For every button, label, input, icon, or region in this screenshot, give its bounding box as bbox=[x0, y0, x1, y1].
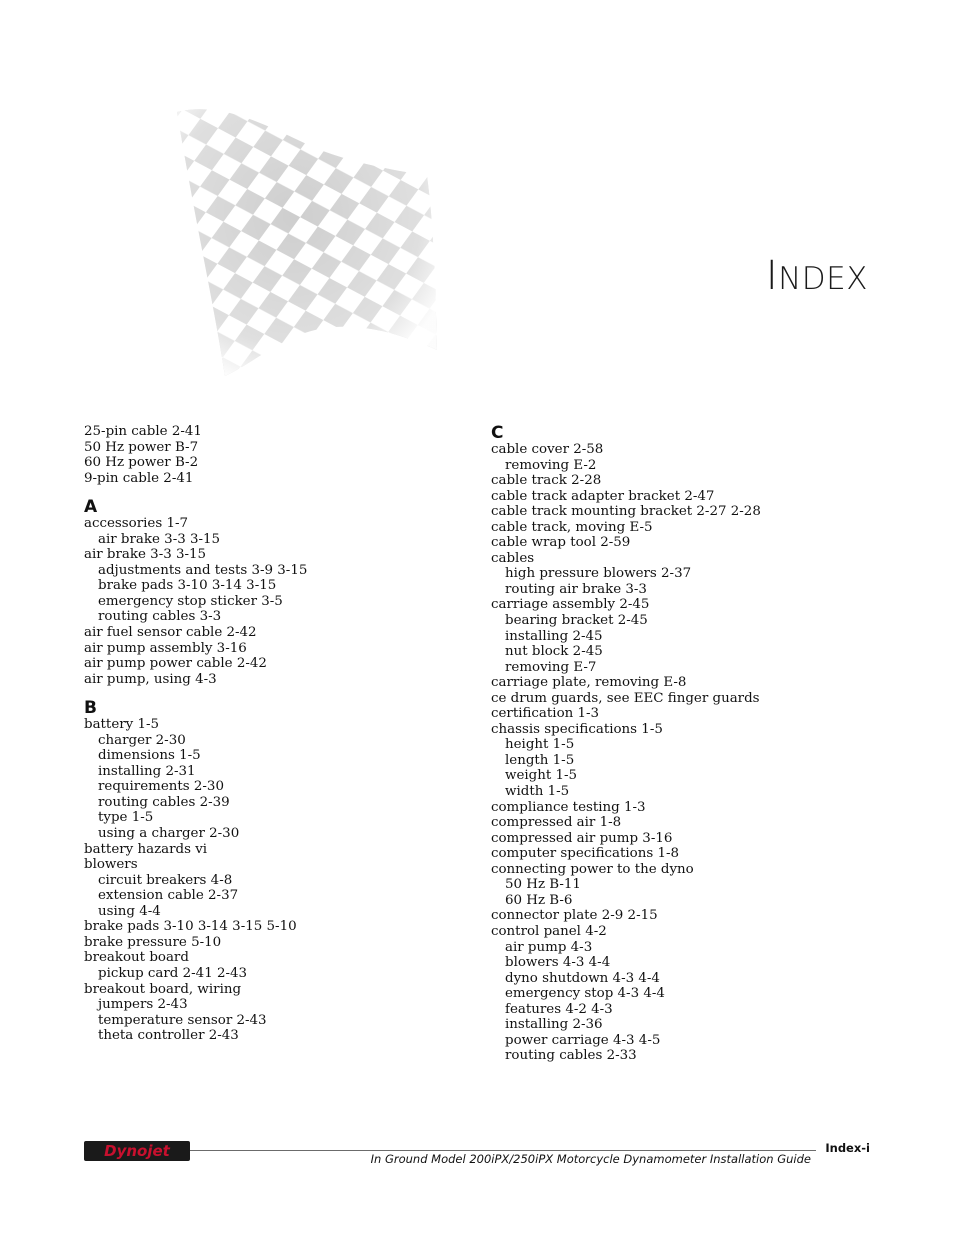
index-entry: battery 1-5 bbox=[84, 717, 160, 733]
index-entry: cable wrap tool 2-59 bbox=[491, 535, 631, 551]
page-number: Index-i bbox=[825, 1141, 870, 1155]
index-entry: air fuel sensor cable 2-42 bbox=[84, 625, 257, 641]
index-subentry: brake pads 3-10 3-14 3-15 bbox=[98, 578, 277, 594]
index-section bbox=[84, 699, 484, 1043]
index-subentry: air pump 4-3 bbox=[505, 939, 593, 955]
index-subentry: bearing bracket 2-45 bbox=[505, 613, 648, 629]
index-entry: connector plate 2-9 2-15 bbox=[491, 908, 658, 924]
title-rest: NDEX bbox=[778, 261, 868, 297]
index-subentry: extension cable 2-37 bbox=[98, 888, 239, 904]
index-subentry: emergency stop 4-3 4-4 bbox=[505, 986, 665, 1002]
index-subentry: dimensions 1-5 bbox=[98, 748, 201, 764]
index-entry: compressed air 1-8 bbox=[491, 815, 622, 831]
index-subentry: routing air brake 3-3 bbox=[505, 581, 647, 597]
index-entry: cable track 2-28 bbox=[491, 473, 602, 489]
index-entry: brake pads 3-10 3-14 3-15 5-10 bbox=[84, 919, 297, 935]
index-subentry: using a charger 2-30 bbox=[98, 826, 240, 842]
section-letter: C bbox=[491, 423, 504, 443]
index-subentry: nut block 2-45 bbox=[505, 644, 603, 660]
index-entry: cable track, moving E-5 bbox=[491, 519, 653, 535]
index-subentry: adjustments and tests 3-9 3-15 bbox=[98, 562, 308, 578]
index-entry: blowers bbox=[84, 857, 138, 873]
index-subentry: pickup card 2-41 2-43 bbox=[98, 965, 248, 981]
guide-title: In Ground Model 200iPX/250iPX Motorcycle Dynamometer Installation Guide bbox=[370, 1152, 811, 1166]
index-entry: cable track mounting bracket 2-27 2-28 bbox=[491, 504, 761, 520]
index-subentry: features 4-2 4-3 bbox=[505, 1001, 613, 1017]
index-entry: air brake 3-3 3-15 bbox=[84, 547, 207, 563]
index-subentry: installing 2-31 bbox=[98, 763, 196, 779]
index-entry: chassis specifications 1-5 bbox=[491, 721, 663, 737]
index-entry: ce drum guards, see EEC finger guards bbox=[491, 690, 760, 706]
index-entry: air pump power cable 2-42 bbox=[84, 656, 267, 672]
index-subentry: using 4-4 bbox=[98, 903, 161, 919]
section-letter: A bbox=[84, 497, 98, 518]
index-subentry: air brake 3-3 3-15 bbox=[98, 531, 221, 547]
index-subentry: blowers 4-3 4-4 bbox=[505, 955, 611, 971]
index-entry: control panel 4-2 bbox=[491, 923, 607, 939]
index-subentry: width 1-5 bbox=[505, 784, 570, 800]
logo-text: Dynojet bbox=[104, 1142, 170, 1160]
index-entry: cable cover 2-58 bbox=[491, 442, 604, 457]
index-subentry: 60 Hz B-6 bbox=[505, 892, 573, 908]
index-entry: compliance testing 1-3 bbox=[491, 799, 646, 815]
index-entry: battery hazards vi bbox=[84, 841, 208, 857]
index-section bbox=[491, 424, 891, 1064]
footer-divider bbox=[190, 1150, 816, 1151]
index-subentry: charger 2-30 bbox=[98, 732, 186, 748]
index-entry: breakout board, wiring bbox=[84, 981, 242, 997]
dynojet-logo bbox=[84, 1141, 190, 1161]
index-entry: cable track adapter bracket 2-47 bbox=[491, 488, 715, 504]
index-entry: 9-pin cable 2-41 bbox=[84, 470, 194, 486]
index-entry: brake pressure 5-10 bbox=[84, 934, 222, 950]
index-subentry: jumpers 2-43 bbox=[98, 997, 188, 1013]
index-subentry: routing cables 2-39 bbox=[98, 794, 230, 810]
checkered-flag-graphic bbox=[165, 100, 445, 380]
index-subentry: installing 2-45 bbox=[505, 628, 603, 644]
index-entry: air pump assembly 3-16 bbox=[84, 640, 247, 656]
index-entry: computer specifications 1-8 bbox=[491, 846, 680, 862]
index-column-left bbox=[84, 424, 484, 1044]
index-subentry: 50 Hz B-11 bbox=[505, 877, 581, 893]
index-entry: connecting power to the dyno bbox=[491, 861, 694, 877]
index-entry: air pump, using 4-3 bbox=[84, 671, 217, 687]
index-subentry: dyno shutdown 4-3 4-4 bbox=[505, 970, 660, 986]
index-subentry: height 1-5 bbox=[505, 737, 575, 753]
index-subentry: length 1-5 bbox=[505, 752, 575, 768]
index-subentry: removing E-7 bbox=[505, 659, 597, 675]
index-subentry: emergency stop sticker 3-5 bbox=[98, 593, 283, 609]
index-subentry: type 1-5 bbox=[98, 810, 154, 826]
page-title bbox=[765, 253, 868, 299]
index-entry: compressed air pump 3-16 bbox=[491, 830, 673, 846]
index-subentry: installing 2-36 bbox=[505, 1017, 603, 1033]
index-subentry: temperature sensor 2-43 bbox=[98, 1012, 267, 1028]
section-letter: B bbox=[84, 698, 97, 719]
index-subentry: removing E-2 bbox=[505, 457, 597, 473]
index-subentry: routing cables 2-33 bbox=[505, 1048, 637, 1064]
index-section bbox=[84, 498, 484, 687]
index-entry: 60 Hz power B-2 bbox=[84, 455, 199, 471]
index-entry: 50 Hz power B-7 bbox=[84, 439, 199, 455]
index-subentry: requirements 2-30 bbox=[98, 779, 224, 795]
index-entry: accessories 1-7 bbox=[84, 516, 189, 532]
index-entry: breakout board bbox=[84, 950, 189, 966]
index-section bbox=[84, 424, 484, 486]
index-entry: carriage plate, removing E-8 bbox=[491, 675, 687, 691]
index-subentry: theta controller 2-43 bbox=[98, 1028, 239, 1044]
index-subentry: power carriage 4-3 4-5 bbox=[505, 1032, 661, 1048]
index-subentry: high pressure blowers 2-37 bbox=[505, 566, 692, 582]
index-entry: carriage assembly 2-45 bbox=[491, 597, 650, 613]
index-entry: cables bbox=[491, 550, 535, 566]
index-subentry: circuit breakers 4-8 bbox=[98, 872, 233, 888]
index-column-right bbox=[491, 424, 891, 1064]
index-subentry: routing cables 3-3 bbox=[98, 609, 222, 625]
index-subentry: weight 1-5 bbox=[505, 768, 578, 784]
title-initial: I bbox=[765, 253, 779, 299]
index-entry: 25-pin cable 2-41 bbox=[84, 424, 202, 439]
index-entry: certification 1-3 bbox=[491, 706, 600, 722]
